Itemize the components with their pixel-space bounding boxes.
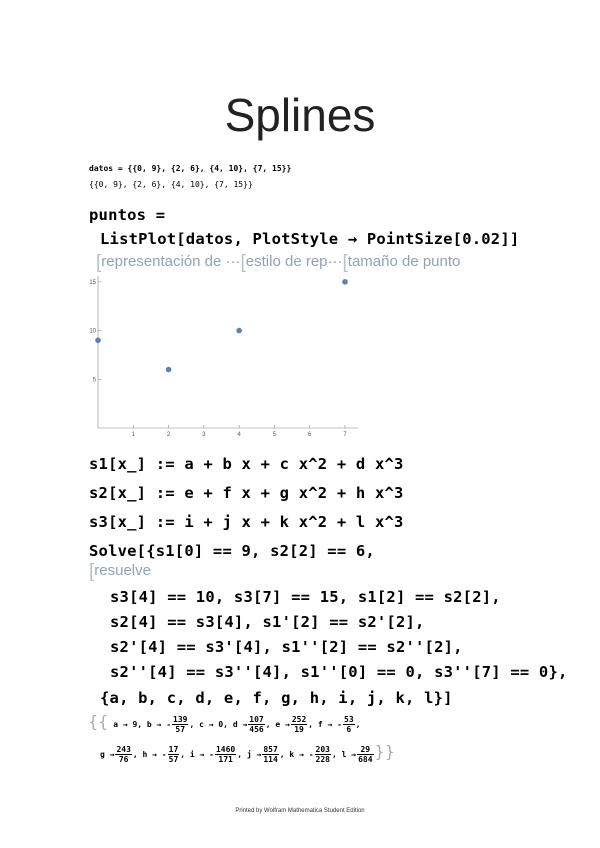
page-title: Splines	[224, 89, 376, 141]
result-close-brace: }}	[374, 742, 395, 761]
data-point	[342, 279, 348, 285]
hint-resuelve: resuelve	[94, 562, 151, 579]
code-solve-line4[interactable]: s2'[4] == s3'[4], s1''[2] == s2''[2],	[110, 638, 463, 656]
output-datos: {{0, 9}, {2, 6}, {4, 10}, {7, 15}}	[89, 180, 253, 189]
code-solve-line6[interactable]: {a, b, c, d, e, f, g, h, i, j, k, l}]	[100, 689, 453, 707]
x-tick-label: 4	[237, 432, 241, 438]
fraction-k: $\frac{203}{228}$	[315, 745, 330, 764]
fraction-j: $\frac{857}{114}$	[263, 745, 278, 764]
code-solve-line3[interactable]: s2[4] == s3[4], s1'[2] == s2'[2],	[110, 613, 425, 631]
input-datos[interactable]: datos = {{0, 9}, {2, 6}, {4, 10}, {7, 15}}	[89, 164, 292, 173]
code-s3[interactable]: s3[x_] := i + j x + k x^2 + l x^3	[89, 513, 404, 531]
x-tick-label: 7	[343, 432, 347, 438]
result-row-2: g → $\frac{243}{76}$ , h → - $\frac{17}{57}$ , i → - $\frac{1460}{171}$ , j → $\frac{857}{114}$ , k → - $\frac{203}{228}$ , l → $\frac{29}{684}$ }}	[100, 742, 395, 764]
fraction-h: $\frac{17}{57}$	[168, 745, 179, 764]
x-tick-label: 6	[308, 432, 312, 438]
code-solve-line1[interactable]: Solve[{s1[0] == 9, s2[2] == 6,	[89, 542, 375, 560]
hint-listplot: representación de ···	[101, 253, 241, 270]
x-tick-label: 2	[166, 432, 171, 438]
fraction-d: $\frac{107}{456}$	[249, 715, 264, 734]
y-tick-label: 15	[89, 279, 96, 286]
fraction-f: $\frac{53}{6}$	[344, 715, 354, 734]
hint-solve-row: [resuelve	[89, 561, 151, 582]
result-open-brace: {{	[88, 712, 109, 731]
data-point	[166, 367, 172, 373]
footer-note: Printed by Wolfram Mathematica Student Edition	[235, 808, 365, 814]
code-s2[interactable]: s2[x_] := e + f x + g x^2 + h x^3	[89, 484, 404, 502]
x-tick-label: 1	[131, 432, 135, 438]
x-tick-label: 3	[202, 432, 206, 438]
fraction-e: $\frac{252}{19}$	[291, 715, 307, 734]
code-puntos-assign[interactable]: puntos =	[89, 206, 166, 224]
code-solve-line2[interactable]: s3[4] == 10, s3[7] == 15, s1[2] == s2[2],	[110, 588, 501, 606]
result-row-1: {{ a → 9, b → - $\frac{139}{57}$ , c → 0, d → $\frac{107}{456}$ , e → $\frac{252}{19}$ , f → - $\frac{53}{6}$ ,	[88, 712, 361, 734]
hint-pointsize: tamaño de punto	[347, 253, 461, 270]
data-point	[236, 328, 242, 334]
data-point	[95, 338, 101, 344]
code-solve-line5[interactable]: s2''[4] == s3''[4], s1''[0] == 0, s3''[7] == 0},	[110, 663, 568, 681]
x-tick-label: 5	[272, 432, 277, 438]
list-plot[interactable]	[88, 272, 363, 440]
code-s1[interactable]: s1[x_] := a + b x + c x^2 + d x^3	[89, 455, 404, 473]
y-tick-label: 5	[92, 377, 96, 384]
fraction-b: $\frac{139}{57}$	[173, 715, 188, 734]
hint-plotstyle: estilo de rep···	[245, 253, 343, 270]
fraction-l: $\frac{29}{684}$	[358, 745, 373, 764]
fraction-g: $\frac{243}{76}$	[116, 745, 131, 764]
code-listplot[interactable]: ListPlot[datos, PlotStyle → PointSize[0.02]]	[100, 230, 520, 248]
fraction-i: $\frac{1460}{171}$	[215, 745, 236, 764]
hint-row: [representación de ···[estilo de rep···[tamaño de punto	[96, 252, 461, 273]
y-tick-label: 10	[89, 328, 96, 335]
